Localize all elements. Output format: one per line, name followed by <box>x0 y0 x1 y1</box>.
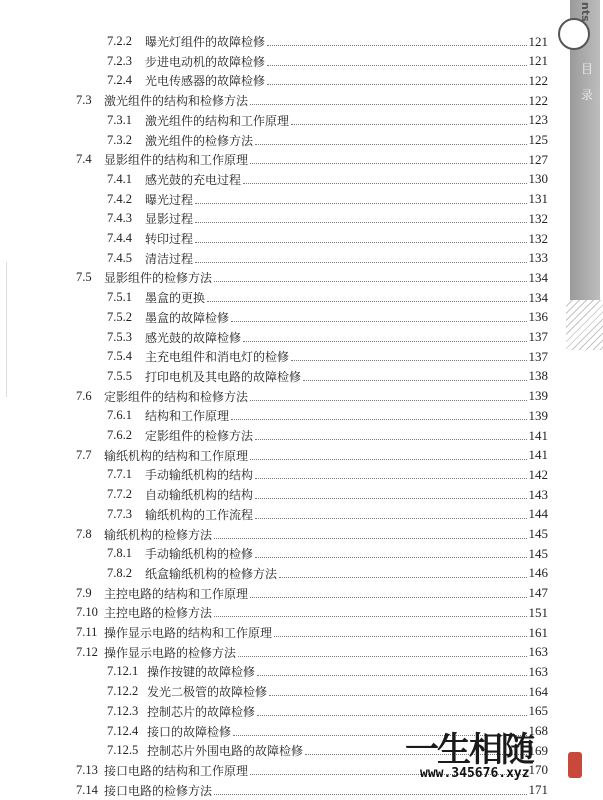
toc-entry-title: 激光组件的检修方法 <box>145 133 254 148</box>
toc-entry-title: 输纸机构的检修方法 <box>104 527 213 542</box>
toc-entry-number: 7.14 <box>76 782 98 797</box>
dot-leader <box>214 538 526 539</box>
toc-entry[interactable] <box>107 229 548 248</box>
toc-entry[interactable] <box>107 347 548 366</box>
dot-leader <box>250 400 526 401</box>
toc-entry-number: 7.4.1 <box>107 171 132 186</box>
toc-entry[interactable] <box>107 170 548 189</box>
dot-leader <box>250 104 526 105</box>
toc-entry-page: 141 <box>528 427 548 443</box>
toc-entry-title: 步进电动机的故障检修 <box>145 54 266 69</box>
dot-leader <box>214 794 526 795</box>
watermark-logo: 一生相随 <box>405 730 533 770</box>
dot-leader <box>291 124 526 125</box>
toc-entry-number: 7.8.2 <box>107 565 132 580</box>
toc-entry-title: 接口电路的结构和工作原理 <box>104 763 249 778</box>
toc-entry[interactable] <box>107 71 548 90</box>
toc-entry[interactable] <box>107 288 548 307</box>
toc-entry-title: 主充电组件和消电灯的检修 <box>145 350 290 365</box>
toc-entry-title: 主控电路的结构和工作原理 <box>104 586 249 601</box>
toc-entry-page: 123 <box>528 112 548 128</box>
toc-entry-number: 7.8 <box>76 526 92 541</box>
toc-entry-title: 操作显示电路的检修方法 <box>104 645 237 660</box>
dot-leader <box>274 636 526 637</box>
dot-leader <box>269 695 526 696</box>
toc-entry-page: 163 <box>528 663 548 679</box>
toc-entry-page: 132 <box>528 230 548 246</box>
toc-entry[interactable] <box>107 328 548 347</box>
toc-entry-number: 7.3 <box>76 93 92 108</box>
toc-entry-page: 139 <box>528 407 548 423</box>
dot-leader <box>231 321 526 322</box>
dot-leader <box>231 419 526 420</box>
toc-entry-number: 7.6 <box>76 388 92 403</box>
toc-entry-page: 165 <box>528 703 548 719</box>
toc-entry[interactable] <box>107 702 548 721</box>
toc-entry-title: 控制芯片的故障检修 <box>147 704 256 719</box>
toc-entry[interactable] <box>107 505 548 524</box>
toc-entry-number: 7.5.4 <box>107 349 132 364</box>
toc-entry-title: 墨盒的更换 <box>145 291 206 306</box>
toc-entry-number: 7.4.5 <box>107 250 132 265</box>
watermark-seal <box>568 752 582 778</box>
toc-entry[interactable] <box>76 525 548 544</box>
toc-entry-page: 141 <box>528 447 548 463</box>
toc-entry-title: 操作显示电路的结构和工作原理 <box>104 626 273 640</box>
toc-entry[interactable] <box>107 465 548 484</box>
toc-entry-page: 138 <box>528 368 548 384</box>
toc-entry-page: 122 <box>528 92 548 108</box>
dot-leader <box>267 84 526 85</box>
toc-entry-page: 147 <box>528 585 548 601</box>
toc-entry-page: 121 <box>528 33 548 49</box>
toc-entry-number: 7.5.2 <box>107 309 132 324</box>
toc-entry-number: 7.5.5 <box>107 368 132 383</box>
toc-entry[interactable] <box>76 623 548 642</box>
toc-entry-title: 输纸机构的工作流程 <box>145 507 254 522</box>
toc-entry-number: 7.3.2 <box>107 132 132 147</box>
toc-entry-number: 7.5.1 <box>107 290 132 305</box>
dot-leader <box>195 262 526 263</box>
toc-entry-title: 定影组件的检修方法 <box>145 429 254 443</box>
toc-entry-page: 136 <box>528 309 548 325</box>
toc-entry-number: 7.7.1 <box>107 467 132 482</box>
dot-leader <box>250 459 526 460</box>
toc-entry[interactable] <box>107 32 548 51</box>
toc-entry-page: 146 <box>528 565 548 581</box>
toc-entry-number: 7.7 <box>76 447 92 462</box>
toc-entry-title: 接口的故障检修 <box>147 724 232 739</box>
dot-leader <box>250 597 526 598</box>
dot-leader <box>303 380 526 381</box>
toc-entry-page: 163 <box>528 644 548 660</box>
dot-leader <box>195 242 526 243</box>
dot-leader <box>214 616 526 617</box>
hatch-decoration <box>566 300 603 350</box>
toc-entry-page: 137 <box>528 348 548 364</box>
dot-leader <box>243 341 526 342</box>
toc-entry-page: 134 <box>528 289 548 305</box>
toc-entry-page: 171 <box>528 782 548 798</box>
toc-entry-number: 7.12.5 <box>107 743 139 758</box>
toc-entry-title: 定影组件的结构和检修方法 <box>104 389 249 404</box>
toc-entry-page: 151 <box>528 604 548 620</box>
toc-entry-title: 输纸机构的结构和工作原理 <box>104 448 249 463</box>
toc-entry-number: 7.4.2 <box>107 191 132 206</box>
dot-leader <box>255 557 526 558</box>
toc-entry-title: 转印过程 <box>145 232 194 246</box>
dot-leader <box>250 163 526 164</box>
toc-entry-page: 121 <box>528 53 548 69</box>
toc-entry-page: 164 <box>528 683 548 699</box>
toc-entry-page: 139 <box>528 388 548 404</box>
toc-entry-number: 7.2.3 <box>107 53 132 68</box>
toc-entry[interactable] <box>107 682 548 701</box>
toc-entry[interactable] <box>76 584 548 603</box>
toc-entry[interactable] <box>76 781 548 800</box>
toc-entry-page: 143 <box>528 486 548 502</box>
circle-icon <box>558 18 590 50</box>
toc-entry-number: 7.7.2 <box>107 487 132 502</box>
toc-entry-title: 显影组件的结构和工作原理 <box>104 153 249 168</box>
toc-entry[interactable] <box>107 209 548 228</box>
toc-entry-title: 曝光灯组件的故障检修 <box>145 35 266 49</box>
dot-leader <box>214 281 526 282</box>
toc-entry-title: 清洁过程 <box>145 251 194 266</box>
toc-entry-number: 7.2.2 <box>107 34 132 48</box>
toc-entry[interactable] <box>107 131 548 150</box>
toc-entry-number: 7.12 <box>76 644 98 659</box>
toc-entry-number: 7.12.1 <box>107 664 139 679</box>
toc-entry-page: 144 <box>528 506 548 522</box>
toc-entry[interactable] <box>107 367 548 386</box>
watermark-url: www.345676.xyz <box>420 766 530 781</box>
dot-leader <box>243 183 526 184</box>
toc-entry[interactable] <box>107 406 548 425</box>
toc-entry[interactable] <box>107 308 548 327</box>
toc-entry[interactable] <box>107 564 548 583</box>
toc-entry-number: 7.5.3 <box>107 329 132 344</box>
toc-entry[interactable] <box>107 544 548 563</box>
dot-leader <box>257 715 526 716</box>
dot-leader <box>238 656 526 657</box>
toc-entry-page: 132 <box>528 210 548 226</box>
dot-leader <box>195 222 526 223</box>
toc-entry-title: 感光鼓的充电过程 <box>145 172 242 187</box>
left-edge-bar <box>0 262 7 397</box>
toc-entry-title: 结构和工作原理 <box>145 409 230 424</box>
toc-entry-title: 激光组件的结构和检修方法 <box>104 94 249 109</box>
side-tab-english-label: nts <box>579 2 592 22</box>
toc-entry-title: 纸盒输纸机构的检修方法 <box>145 566 278 581</box>
toc-entry[interactable] <box>76 643 548 662</box>
toc-entry-title: 发光二极管的故障检修 <box>147 685 268 700</box>
toc-entry-number: 7.11 <box>76 625 98 639</box>
toc-entry[interactable] <box>107 426 548 445</box>
toc-entry-number: 7.13 <box>76 762 98 777</box>
toc-entry-number: 7.8.1 <box>107 546 132 561</box>
side-tab <box>566 0 603 790</box>
toc-entry-page: 134 <box>528 269 548 285</box>
toc-entry[interactable] <box>76 603 548 622</box>
toc-entry-title: 手动输纸机构的结构 <box>145 468 254 483</box>
toc-entry[interactable] <box>107 52 548 71</box>
dot-leader <box>207 301 526 302</box>
dot-leader <box>255 518 526 519</box>
toc-entry[interactable] <box>107 249 548 268</box>
side-tab-label-2: 录 <box>581 88 594 102</box>
dot-leader <box>257 675 526 676</box>
toc-entry[interactable] <box>107 662 548 681</box>
toc-entry-page: 142 <box>528 466 548 482</box>
toc-entry-page: 145 <box>528 545 548 561</box>
dot-leader <box>267 45 526 46</box>
toc-entry-number: 7.4.3 <box>107 211 132 226</box>
dot-leader <box>279 577 526 578</box>
toc-entry-title: 主控电路的检修方法 <box>104 606 213 621</box>
toc-entry-number: 7.5 <box>76 270 92 285</box>
toc-entry-number: 7.7.3 <box>107 506 132 521</box>
toc-entry-title: 自动输纸机构的结构 <box>145 488 254 503</box>
toc-entry-number: 7.6.2 <box>107 428 132 442</box>
toc-entry[interactable] <box>76 150 548 169</box>
toc-entry-number: 7.12.4 <box>107 723 139 738</box>
toc-entry-title: 显影过程 <box>145 212 194 227</box>
toc-entry-number: 7.10 <box>76 605 98 620</box>
toc-entry-title: 光电传感器的故障检修 <box>145 74 266 89</box>
dot-leader <box>195 203 526 204</box>
toc-entry-page: 130 <box>528 171 548 187</box>
toc-entry-page: 125 <box>528 132 548 147</box>
toc-entry-page: 122 <box>528 72 548 88</box>
toc-entry-page: 170 <box>528 762 548 778</box>
toc-entry-number: 7.12.3 <box>107 703 139 718</box>
toc-entry-number: 7.6.1 <box>107 408 132 423</box>
toc-entry-title: 感光鼓的故障检修 <box>145 330 242 345</box>
toc-entry-page: 145 <box>528 526 548 541</box>
toc-entry-page: 133 <box>528 250 548 266</box>
toc-entry-page: 127 <box>528 151 548 167</box>
dot-leader <box>291 360 526 361</box>
dot-leader <box>267 65 526 66</box>
dot-leader <box>255 478 526 479</box>
side-tab-label-1: 目 <box>581 62 594 76</box>
toc-entry-page: 168 <box>528 723 548 738</box>
toc-entry[interactable] <box>107 485 548 504</box>
toc-entry-page: 161 <box>528 624 548 640</box>
toc-entry-number: 7.4.4 <box>107 231 132 245</box>
toc-entry-number: 7.9 <box>76 585 92 600</box>
toc-entry-title: 曝光过程 <box>145 192 194 207</box>
toc-entry[interactable] <box>107 111 548 130</box>
toc-entry-page: 131 <box>528 191 548 207</box>
toc-entry-title: 墨盒的故障检修 <box>145 310 230 325</box>
toc-entry[interactable] <box>76 268 548 287</box>
dot-leader <box>255 144 526 145</box>
toc-entry-page: 169 <box>528 742 548 758</box>
toc-entry-title: 接口电路的检修方法 <box>104 783 213 798</box>
toc-entry[interactable] <box>76 387 548 406</box>
toc-entry[interactable] <box>107 190 548 209</box>
toc-entry[interactable] <box>76 91 548 110</box>
toc-entry-number: 7.4 <box>76 152 92 167</box>
dot-leader <box>255 439 526 440</box>
toc-entry-number: 7.12.2 <box>107 684 139 699</box>
toc-entry-number: 7.2.4 <box>107 73 132 88</box>
toc-entry-title: 控制芯片外围电路的故障检修 <box>147 744 304 759</box>
toc-entry-title: 激光组件的结构和工作原理 <box>145 113 290 128</box>
toc-entry-page: 137 <box>528 329 548 344</box>
toc-entry-title: 手动输纸机构的检修 <box>145 547 254 562</box>
toc-entry-title: 显影组件的检修方法 <box>104 271 213 286</box>
toc-entry-number: 7.3.1 <box>107 112 132 127</box>
toc-entry[interactable] <box>76 446 548 465</box>
toc-entry-title: 打印电机及其电路的故障检修 <box>145 369 302 384</box>
toc-entry-title: 操作按键的故障检修 <box>147 665 256 680</box>
dot-leader <box>255 498 526 499</box>
